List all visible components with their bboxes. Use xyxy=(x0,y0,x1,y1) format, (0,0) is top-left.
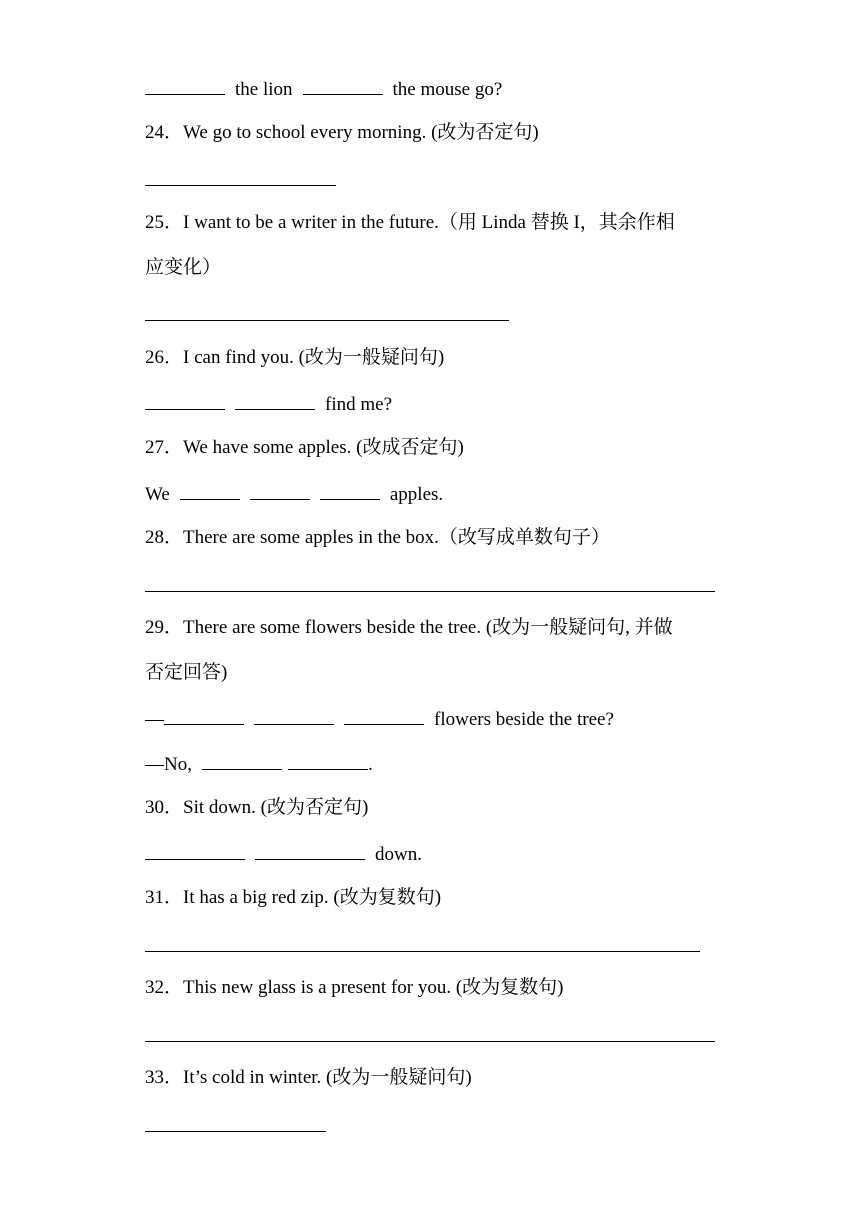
question-number: 30． xyxy=(145,797,184,818)
q27-answer-line xyxy=(145,481,443,507)
question-26 xyxy=(145,346,444,370)
answer-line-32[interactable] xyxy=(145,1041,715,1042)
question-text: Sit down. (改为否定句) xyxy=(183,797,369,818)
question-29-cont xyxy=(145,661,227,685)
q29-answer-line-2 xyxy=(145,751,373,777)
blank-field[interactable] xyxy=(145,841,245,860)
question-text-cont: 应变化） xyxy=(145,257,222,278)
question-text: I want to be a writer in the future.（用 Linda 替换 I，其余作相 xyxy=(183,212,675,233)
answer-line-28[interactable] xyxy=(145,591,715,592)
answer-line-25[interactable] xyxy=(145,320,509,321)
blank-field[interactable] xyxy=(303,76,383,95)
question-24 xyxy=(145,121,539,145)
blank-field[interactable] xyxy=(145,76,225,95)
question-number: 25． xyxy=(145,212,184,233)
dash: — xyxy=(145,709,164,730)
question-text: I can find you. (改为一般疑问句) xyxy=(183,347,445,368)
q30-answer-line xyxy=(145,841,422,867)
blank-field[interactable] xyxy=(320,481,380,500)
blank-field[interactable] xyxy=(255,841,365,860)
q29-head-2: —No, xyxy=(145,754,192,775)
question-number: 24． xyxy=(145,122,184,143)
answer-line-33[interactable] xyxy=(145,1131,326,1132)
question-28 xyxy=(145,526,610,550)
question-number: 29． xyxy=(145,617,184,638)
question-text: We have some apples. (改成否定句) xyxy=(183,437,464,458)
question-27 xyxy=(145,436,464,460)
question-text: It has a big red zip. (改为复数句) xyxy=(183,887,442,908)
question-number: 26． xyxy=(145,347,184,368)
blank-field[interactable] xyxy=(250,481,310,500)
q27-head: We xyxy=(145,484,170,505)
answer-line-24[interactable] xyxy=(145,185,336,186)
question-25-cont xyxy=(145,256,221,280)
q23-word-1: the lion xyxy=(235,79,293,100)
question-30 xyxy=(145,796,368,820)
blank-field[interactable] xyxy=(164,706,244,725)
question-29 xyxy=(145,616,673,640)
question-32 xyxy=(145,976,563,1000)
blank-field[interactable] xyxy=(235,391,315,410)
question-25 xyxy=(145,211,675,235)
question-number: 32． xyxy=(145,977,184,998)
q29-tail-2: . xyxy=(367,754,373,775)
question-text: There are some apples in the box.（改写成单数句子） xyxy=(183,527,610,548)
q29-answer-line-1 xyxy=(145,706,614,732)
question-number: 31． xyxy=(145,887,184,908)
q30-tail: down. xyxy=(375,844,422,865)
question-text: There are some flowers beside the tree. (改为一般疑问句, 并做 xyxy=(183,617,673,638)
blank-field[interactable] xyxy=(254,706,334,725)
question-text-cont: 否定回答) xyxy=(145,662,228,683)
answer-line-31[interactable] xyxy=(145,951,700,952)
blank-field[interactable] xyxy=(180,481,240,500)
q23-word-2: the mouse go? xyxy=(392,79,503,100)
q29-tail-1: flowers beside the tree? xyxy=(434,709,614,730)
blank-field[interactable] xyxy=(344,706,424,725)
q26-answer-line xyxy=(145,391,392,417)
blank-field[interactable] xyxy=(288,751,368,770)
question-number: 33． xyxy=(145,1067,184,1088)
question-33 xyxy=(145,1066,472,1090)
question-number: 28． xyxy=(145,527,184,548)
question-number: 27． xyxy=(145,437,184,458)
q23-answer-line xyxy=(145,76,502,102)
q27-tail: apples. xyxy=(389,484,444,505)
blank-field[interactable] xyxy=(145,391,225,410)
blank-field[interactable] xyxy=(202,751,282,770)
question-text: This new glass is a present for you. (改为复数句) xyxy=(183,977,564,998)
q26-tail: find me? xyxy=(325,394,393,415)
question-text: We go to school every morning. (改为否定句) xyxy=(183,122,539,143)
question-31 xyxy=(145,886,441,910)
question-text: It’s cold in winter. (改为一般疑问句) xyxy=(183,1067,472,1088)
